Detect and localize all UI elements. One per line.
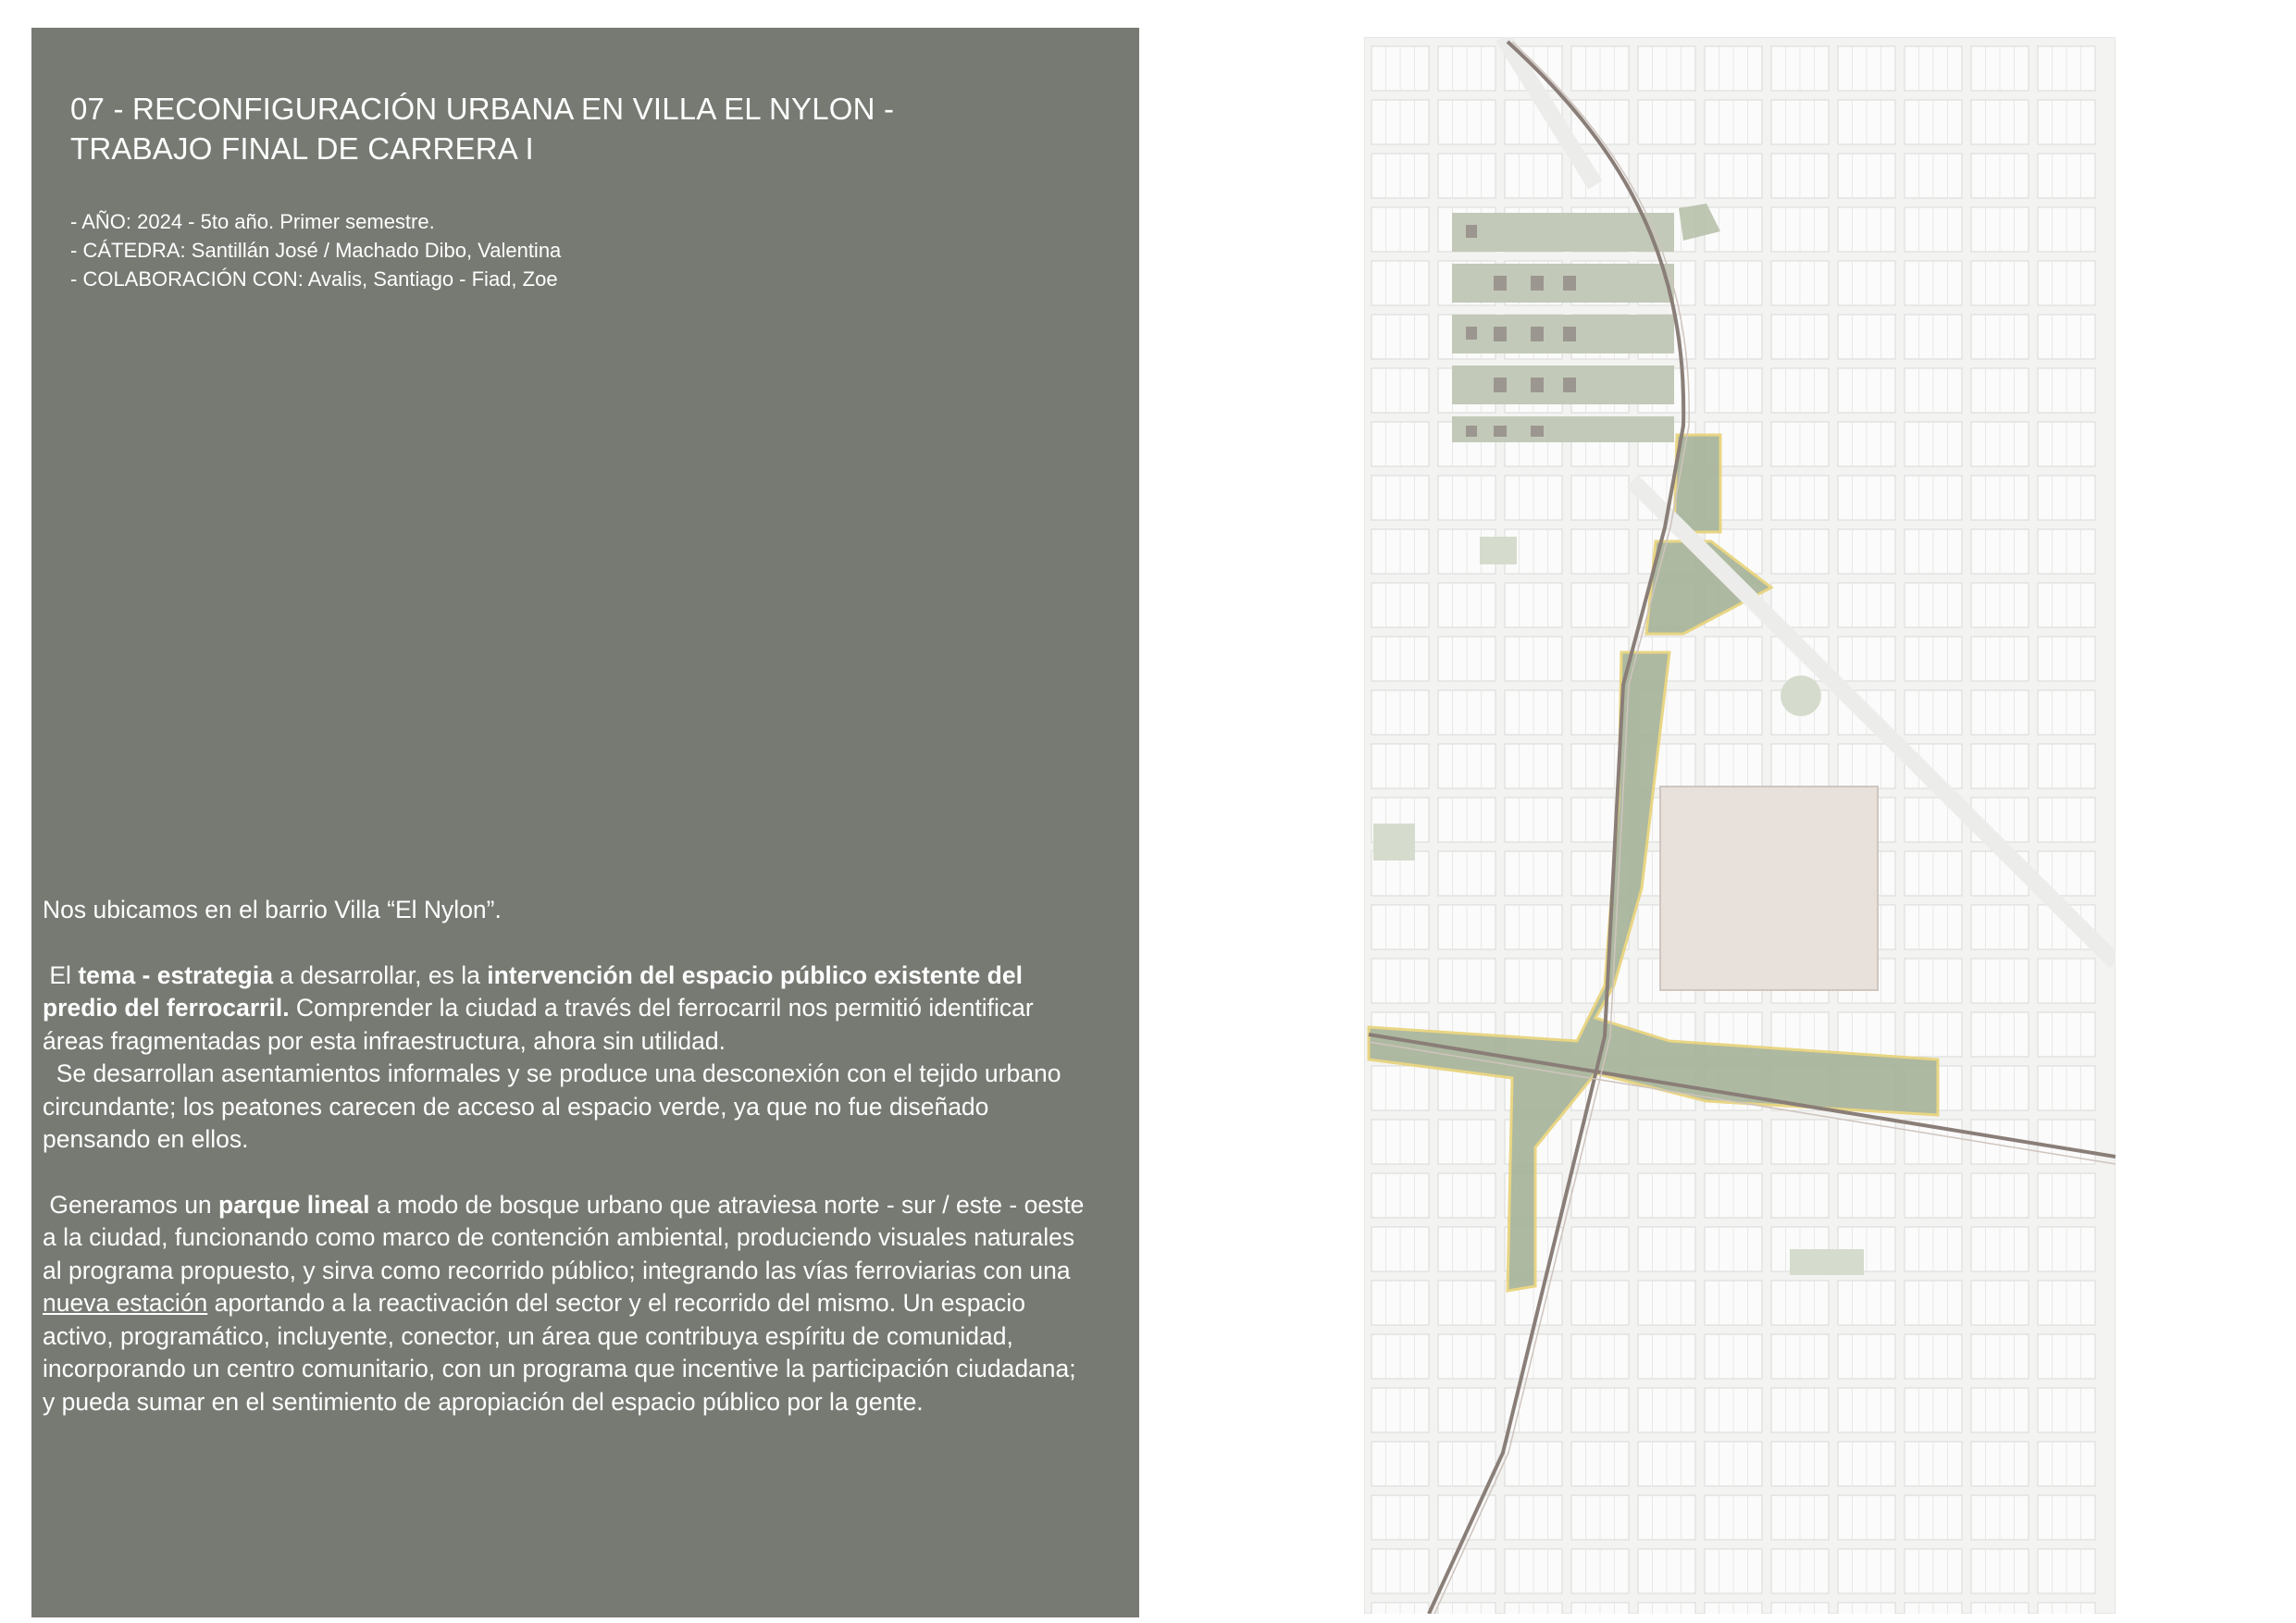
- park-highlight: parque lineal: [218, 1190, 370, 1219]
- urban-plan-map: [1364, 37, 2116, 1614]
- description-text: [43, 894, 1088, 1419]
- meta-year: - AÑO: 2024 - 5to año. Primer semestre.: [70, 210, 435, 233]
- paragraph-strategy: El tema - estrategia a desarrollar, es la intervención del espacio público existente del predio del ferrocarril. Comprender la ciudad a través del ferrocarril nos permitió identificar áreas fragmentadas por esta infraestructura, ahora sin utilidad.: [43, 960, 1034, 1055]
- meta-catedra: - CÁTEDRA: Santillán José / Machado Dibo, Valentina: [70, 239, 562, 262]
- station-link: nueva estación: [43, 1289, 208, 1317]
- meta-colaboracion: - COLABORACIÓN CON: Avalis, Santiago - Fiad, Zoe: [70, 267, 558, 291]
- paragraph-location: Nos ubicamos en el barrio Villa “El Nylon”.: [43, 896, 502, 923]
- paragraph-settlements: Se desarrollan asentamientos informales y se produce una desconexión con el tejido urbano circundante; los peatones carecen de acceso al espacio verde, ya que no fue diseñado pensando en ellos.: [43, 1059, 1061, 1153]
- facility-block: [1660, 787, 1878, 990]
- page-title: [70, 89, 903, 168]
- title-line-2: TRABAJO FINAL DE CARRERA I: [70, 131, 534, 166]
- paragraph-park: Generamos un parque lineal a modo de bosque urbano que atraviesa norte - sur / este - oeste a la ciudad, funcionando como marco de contención ambiental, produciendo visuales naturales al programa propuesto, y sirva como recorrido público; integrando las vías ferroviarias con una nueva estación aportando a la reactivación del sector y el recorrido del mismo. Un espacio activo, programático, incluyente, conector, un área que contribuya espíritu de comunidad, incorporando un centro comunitario, con un programa que incentive la participación ciudadana; y pueda sumar en el sentimiento de apropiación del espacio público por la gente.: [43, 1190, 1085, 1416]
- strategy-highlight: tema - estrategia: [78, 960, 273, 989]
- project-meta: [70, 207, 561, 293]
- intervention-highlight: intervención del espacio público existente del predio del ferrocarril.: [43, 960, 1023, 1022]
- title-line-1: 07 - RECONFIGURACIÓN URBANA EN VILLA EL NYLON -: [70, 92, 895, 126]
